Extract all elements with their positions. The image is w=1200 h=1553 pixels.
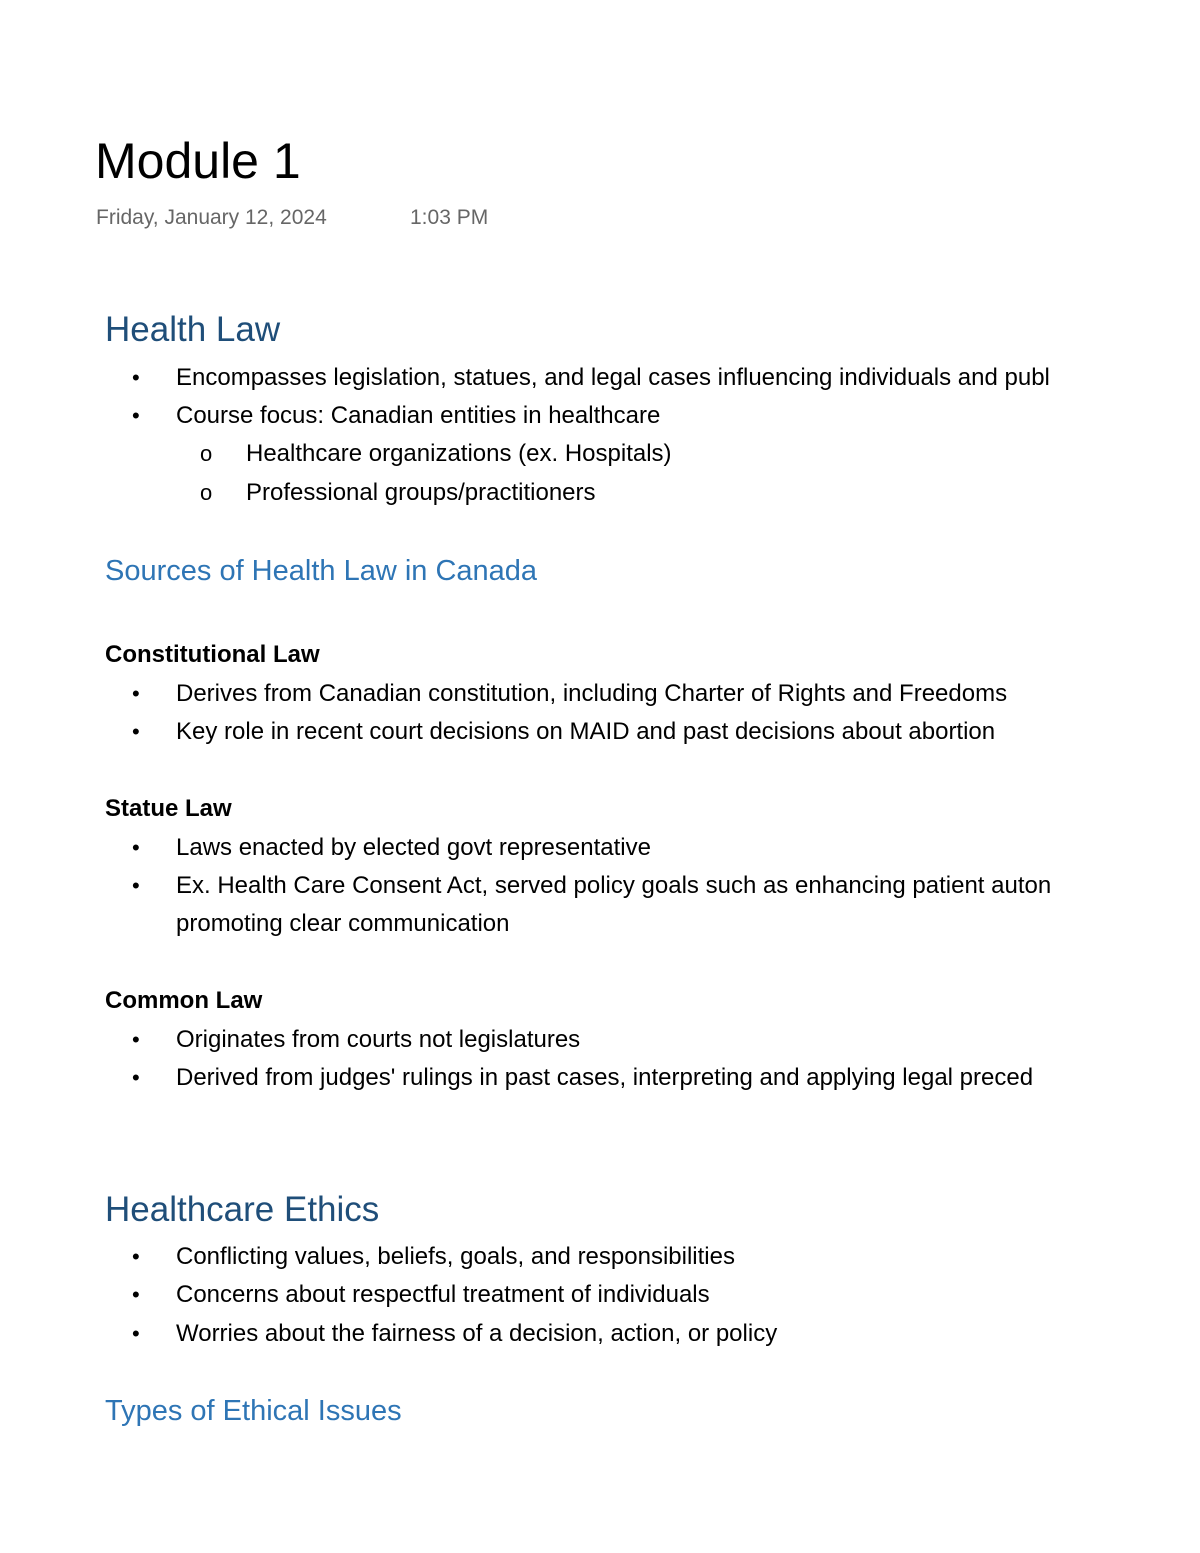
list-item-text: Derived from judges' rulings in past cases, interpreting and applying legal preced — [176, 1064, 1034, 1091]
bullet-icon: • — [132, 873, 140, 898]
bullet-icon: • — [132, 1065, 140, 1090]
page-title: Module 1 — [95, 133, 301, 189]
list-item-text: Laws enacted by elected govt representative — [176, 834, 651, 861]
bullet-icon: • — [132, 1244, 140, 1269]
heading-common-law: Common Law — [105, 987, 263, 1014]
sub-bullet-icon: o — [200, 441, 213, 466]
heading-statue-law: Statue Law — [105, 795, 232, 822]
bullet-icon: • — [132, 719, 140, 744]
heading-constitutional-law: Constitutional Law — [105, 641, 320, 668]
list-item-text: Conflicting values, beliefs, goals, and responsibilities — [176, 1243, 735, 1270]
heading-types-of-ethical-issues: Types of Ethical Issues — [105, 1395, 402, 1427]
sub-bullet-icon: o — [200, 480, 213, 505]
list-item-text: Course focus: Canadian entities in healthcare — [176, 402, 661, 429]
list-item-text: Key role in recent court decisions on MAID and past decisions about abortion — [176, 718, 996, 745]
list-item-text: Worries about the fairness of a decision, action, or policy — [176, 1320, 778, 1347]
heading-healthcare-ethics: Healthcare Ethics — [105, 1190, 380, 1229]
list-item-text: Healthcare organizations (ex. Hospitals) — [246, 440, 672, 467]
bullet-icon: • — [132, 681, 140, 706]
bullet-icon: • — [132, 1027, 140, 1052]
list-item-text: Ex. Health Care Consent Act, served policy goals such as enhancing patient auton — [176, 872, 1052, 899]
page-date: Friday, January 12, 2024 — [96, 206, 327, 229]
list-item-text: Originates from courts not legislatures — [176, 1026, 581, 1053]
list-item-text: Concerns about respectful treatment of individuals — [176, 1281, 710, 1308]
page-timestamp — [96, 206, 489, 230]
list-item-continuation: promoting clear communication — [176, 910, 510, 937]
heading-sources: Sources of Health Law in Canada — [105, 555, 538, 587]
bullet-icon: • — [132, 835, 140, 860]
bullet-icon: • — [132, 1282, 140, 1307]
list-item-text: Encompasses legislation, statues, and legal cases influencing individuals and publ — [176, 364, 1050, 391]
bullet-icon: • — [132, 403, 140, 428]
heading-health-law: Health Law — [105, 310, 281, 349]
page-time: 1:03 PM — [410, 206, 489, 229]
bullet-icon: • — [132, 365, 140, 390]
list-item-text: Professional groups/practitioners — [246, 479, 596, 506]
list-item-text: Derives from Canadian constitution, including Charter of Rights and Freedoms — [176, 680, 1008, 707]
bullet-icon: • — [132, 1321, 140, 1346]
